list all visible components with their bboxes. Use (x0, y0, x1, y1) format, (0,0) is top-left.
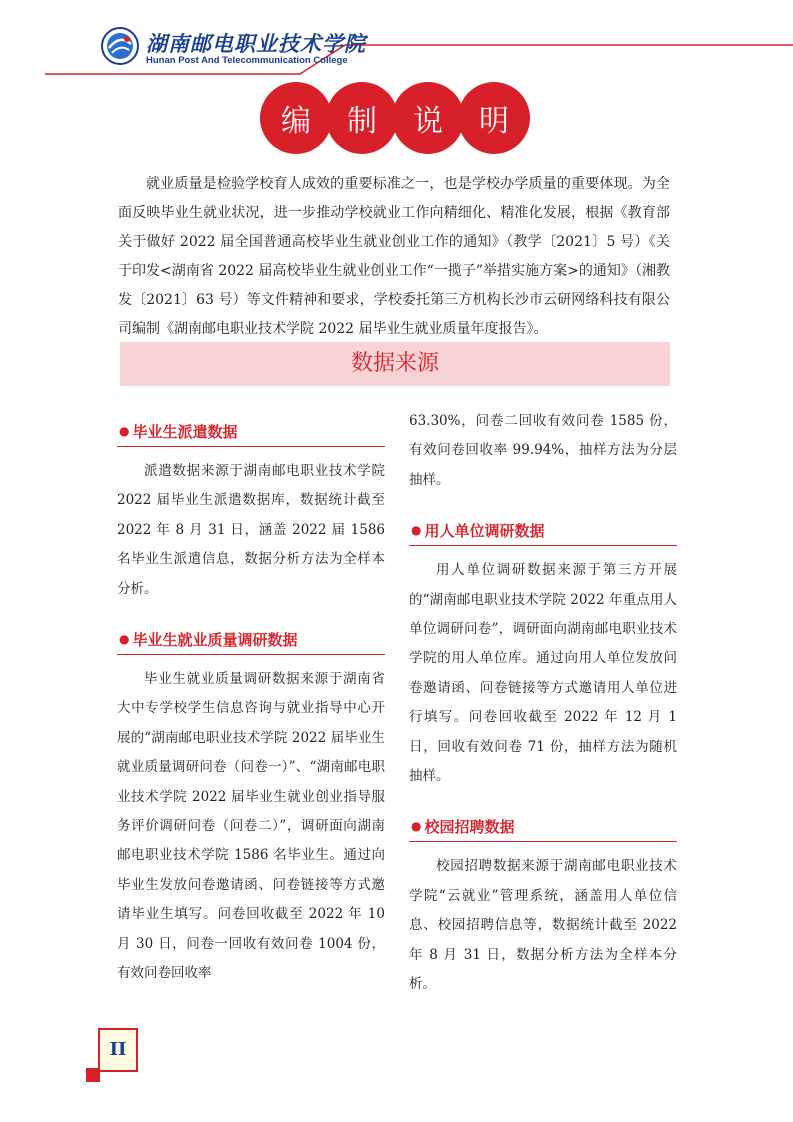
section-text-survey: 毕业生就业质量调研数据来源于湖南省大中专学校学生信息咨询与就业指导中心开展的“湖南邮电职业技术学院 2022 届毕业生就业质量调研问卷（问卷一）”、“湖南邮电职业技术学院 2022 届毕业生就业创业指导服务评价调研问卷（问卷二）”，调研面向湖南邮电职业技术学院 1586 名毕业生。通过向毕业生发放问卷邀请函、问卷链接等方式邀请毕业生填写。问卷回收截至 2022 年 10 月 30 日，问卷一回收有效问卷 1004 份，有效问卷回收率 (117, 671, 385, 982)
bullet-icon: ● (119, 632, 130, 647)
section-heading-employer (409, 517, 677, 546)
college-emblem-icon (100, 26, 140, 66)
section-heading-survey (117, 626, 385, 655)
left-column (117, 418, 385, 989)
section-text-employer: 用人单位调研数据来源于第三方开展的“湖南邮电职业技术学院 2022 年重点用人单位调研问卷”，调研面向湖南邮电职业技术学院的用人单位库。通过向用人单位发放问卷邀请函、问卷链接等方式邀请用人单位进行填写。问卷回收截至 2022 年 12 月 1 日，回收有效问卷 71 份，抽样方法为随机抽样。 (409, 562, 677, 785)
title-char: 编 (260, 82, 332, 154)
title-char: 制 (326, 82, 398, 154)
section-text-campus: 校园招聘数据来源于湖南邮电职业技术学院“云就业”管理系统，涵盖用人单位信息、校园招聘信息等，数据统计截至 2022 年 8 月 31 日，数据分析方法为全样本分析。 (409, 858, 677, 993)
section-heading-label: 毕业生派遣数据 (132, 423, 238, 441)
data-source-heading: 数据来源 (120, 342, 670, 386)
page-number: II (98, 1028, 138, 1072)
bullet-icon: ● (411, 819, 422, 834)
section-heading-label: 校园招聘数据 (424, 818, 515, 837)
section-heading-dispatch (117, 418, 385, 447)
bullet-icon: ● (119, 424, 130, 438)
corner-decoration (86, 1068, 100, 1082)
title-char: 说 (392, 82, 464, 154)
page-title (260, 82, 530, 154)
section-heading-label: 用人单位调研数据 (424, 522, 545, 541)
section-text-dispatch: 派遣数据来源于湖南邮电职业技术学院 2022 届毕业生派遣数据库，数据统计截至 2022 年 8 月 31 日，涵盖 2022 届 1586 名毕业生派遣信息，数据分析方法为全样本分析。 (117, 463, 385, 597)
bullet-icon: ● (411, 523, 422, 538)
college-name-en: Hunan Post And Telecommunication College (146, 55, 348, 66)
section-heading-label: 毕业生就业质量调研数据 (132, 631, 298, 650)
title-char: 明 (458, 82, 530, 154)
section-heading-campus (409, 813, 677, 842)
section-text-survey-continued: 63.30%，问卷二回收有效问卷 1585 份，有效问卷回收率 99.94%，抽样方法为分层抽样。 (409, 413, 677, 488)
intro-paragraph: 就业质量是检验学校育人成效的重要标准之一，也是学校办学质量的重要体现。为全面反映毕业生就业状况，进一步推动学校就业工作向精细化、精准化发展，根据《教育部关于做好 2022 届全国普通高校毕业生就业创业工作的通知》（教学〔2021〕5 号）《关于印发<湖南省 2022 届高校毕业生就业创业工作“一揽子”举措实施方案>的通知》（湘教发〔2021〕63 号）等文件精神和要求，学校委托第三方机构长沙市云研网络科技有限公司编制《湖南邮电职业技术学院 2022 届毕业生就业质量年度报告》。 (118, 176, 670, 337)
right-column (409, 407, 677, 1000)
college-name-cn: 湖南邮电职业技术学院 (146, 32, 366, 56)
